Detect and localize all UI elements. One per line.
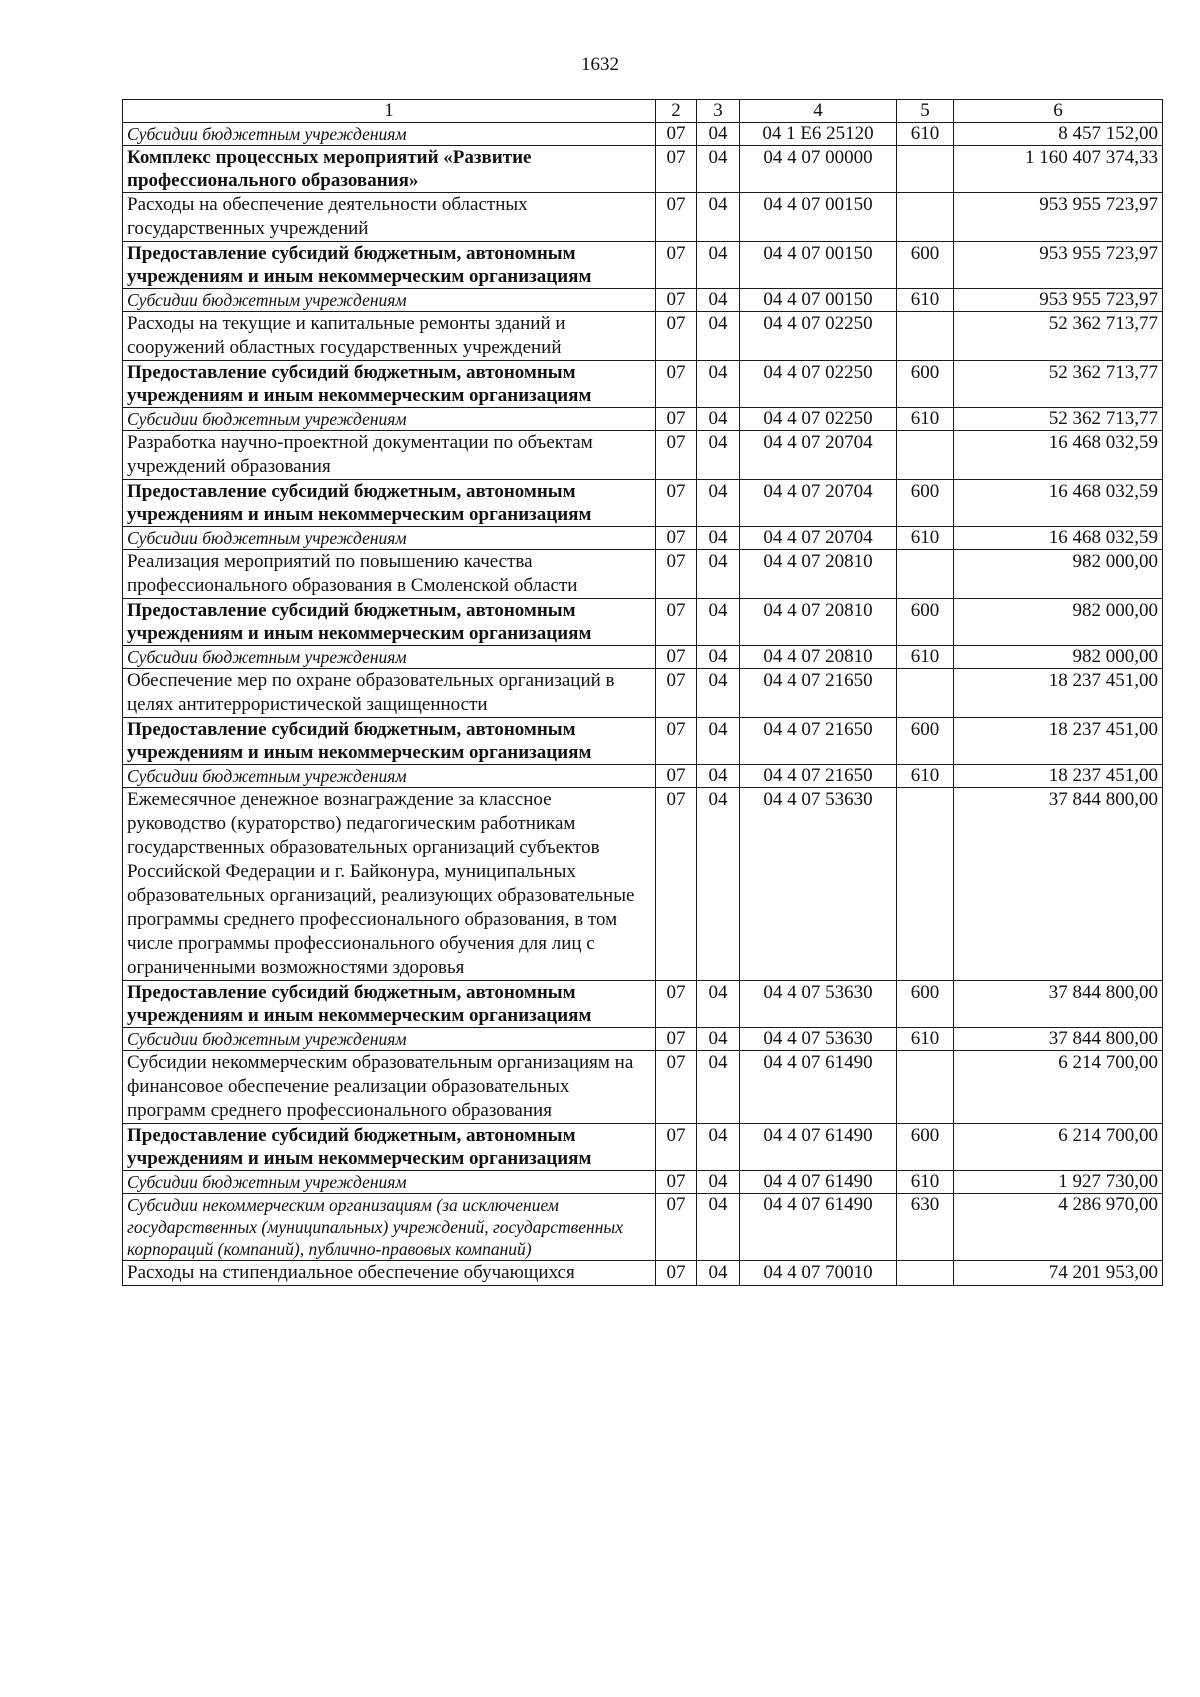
section-cell: 07 [656,1124,697,1171]
subsection-cell: 04 [697,312,740,361]
target-code-cell: 04 4 07 02250 [740,408,897,431]
amount-cell: 953 955 723,97 [954,242,1163,289]
section-cell: 07 [656,146,697,193]
item-name-cell: Предоставление субсидий бюджетным, автономным учреждениям и иным некоммерческим организациям [123,361,656,408]
subsection-cell: 04 [697,1171,740,1194]
amount-cell: 52 362 713,77 [954,408,1163,431]
table-row [123,289,1163,312]
expense-type-cell: 610 [897,1171,954,1194]
subsection-cell: 04 [697,1051,740,1124]
section-cell: 07 [656,788,697,981]
target-code-cell: 04 4 07 53630 [740,1028,897,1051]
expense-type-cell: 630 [897,1194,954,1261]
table-row [123,193,1163,242]
header-cell: 6 [954,100,1163,123]
table-row [123,146,1163,193]
table-row [123,480,1163,527]
section-cell: 07 [656,1261,697,1286]
section-cell: 07 [656,1171,697,1194]
table-header-row [123,100,1163,123]
item-name-cell: Предоставление субсидий бюджетным, автономным учреждениям и иным некоммерческим организациям [123,599,656,646]
amount-cell: 18 237 451,00 [954,718,1163,765]
section-cell: 07 [656,765,697,788]
expense-type-cell: 610 [897,527,954,550]
table-row [123,788,1163,981]
section-cell: 07 [656,1194,697,1261]
subsection-cell: 04 [697,788,740,981]
table-row [123,765,1163,788]
amount-cell: 982 000,00 [954,550,1163,599]
subsection-cell: 04 [697,1028,740,1051]
expense-type-cell [897,788,954,981]
amount-cell: 16 468 032,59 [954,527,1163,550]
expense-type-cell [897,146,954,193]
amount-cell: 18 237 451,00 [954,765,1163,788]
table-body [123,123,1163,1286]
subsection-cell: 04 [697,361,740,408]
amount-cell: 52 362 713,77 [954,312,1163,361]
amount-cell: 1 160 407 374,33 [954,146,1163,193]
subsection-cell: 04 [697,1124,740,1171]
target-code-cell: 04 4 07 00000 [740,146,897,193]
amount-cell: 6 214 700,00 [954,1124,1163,1171]
subsection-cell: 04 [697,669,740,718]
target-code-cell: 04 4 07 61490 [740,1051,897,1124]
target-code-cell: 04 4 07 21650 [740,765,897,788]
item-name-cell: Субсидии бюджетным учреждениям [123,527,656,550]
target-code-cell: 04 4 07 02250 [740,361,897,408]
expense-type-cell: 600 [897,480,954,527]
expense-type-cell: 610 [897,1028,954,1051]
amount-cell: 953 955 723,97 [954,289,1163,312]
item-name-cell: Субсидии бюджетным учреждениям [123,408,656,431]
target-code-cell: 04 4 07 20704 [740,527,897,550]
amount-cell: 37 844 800,00 [954,981,1163,1028]
target-code-cell: 04 1 Е6 25120 [740,123,897,146]
target-code-cell: 04 4 07 20810 [740,550,897,599]
item-name-cell: Обеспечение мер по охране образовательных организаций в целях антитеррористической защищенности [123,669,656,718]
expense-type-cell: 600 [897,1124,954,1171]
amount-cell: 4 286 970,00 [954,1194,1163,1261]
table-row [123,408,1163,431]
item-name-cell: Субсидии бюджетным учреждениям [123,1171,656,1194]
table-row [123,1028,1163,1051]
item-name-cell: Предоставление субсидий бюджетным, автономным учреждениям и иным некоммерческим организациям [123,1124,656,1171]
subsection-cell: 04 [697,123,740,146]
amount-cell: 37 844 800,00 [954,1028,1163,1051]
subsection-cell: 04 [697,408,740,431]
header-cell: 2 [656,100,697,123]
expense-type-cell: 600 [897,242,954,289]
item-name-cell: Предоставление субсидий бюджетным, автономным учреждениям и иным некоммерческим организациям [123,981,656,1028]
section-cell: 07 [656,361,697,408]
section-cell: 07 [656,480,697,527]
item-name-cell: Субсидии бюджетным учреждениям [123,123,656,146]
page-number: 1632 [581,54,619,75]
expense-type-cell [897,431,954,480]
amount-cell: 74 201 953,00 [954,1261,1163,1286]
item-name-cell: Расходы на обеспечение деятельности областных государственных учреждений [123,193,656,242]
expense-type-cell: 600 [897,718,954,765]
item-name-cell: Субсидии бюджетным учреждениям [123,1028,656,1051]
item-name-cell: Субсидии некоммерческим образовательным организациям на финансовое обеспечение реализации образовательных программ среднего профессионального образования [123,1051,656,1124]
target-code-cell: 04 4 07 00150 [740,242,897,289]
section-cell: 07 [656,1028,697,1051]
amount-cell: 982 000,00 [954,646,1163,669]
section-cell: 07 [656,312,697,361]
amount-cell: 18 237 451,00 [954,669,1163,718]
item-name-cell: Субсидии бюджетным учреждениям [123,289,656,312]
subsection-cell: 04 [697,718,740,765]
item-name-cell: Предоставление субсидий бюджетным, автономным учреждениям и иным некоммерческим организациям [123,718,656,765]
target-code-cell: 04 4 07 61490 [740,1124,897,1171]
table-row [123,1124,1163,1171]
item-name-cell: Предоставление субсидий бюджетным, автономным учреждениям и иным некоммерческим организациям [123,480,656,527]
table-row [123,1051,1163,1124]
table-row [123,981,1163,1028]
item-name-cell: Разработка научно-проектной документации по объектам учреждений образования [123,431,656,480]
table-row [123,646,1163,669]
section-cell: 07 [656,981,697,1028]
section-cell: 07 [656,646,697,669]
table-row [123,123,1163,146]
subsection-cell: 04 [697,981,740,1028]
section-cell: 07 [656,123,697,146]
amount-cell: 1 927 730,00 [954,1171,1163,1194]
item-name-cell: Комплекс процессных мероприятий «Развитие профессионального образования» [123,146,656,193]
table-row [123,431,1163,480]
section-cell: 07 [656,242,697,289]
amount-cell: 16 468 032,59 [954,431,1163,480]
subsection-cell: 04 [697,289,740,312]
table-row [123,550,1163,599]
table-row [123,718,1163,765]
item-name-cell: Субсидии бюджетным учреждениям [123,765,656,788]
target-code-cell: 04 4 07 70010 [740,1261,897,1286]
item-name-cell: Расходы на текущие и капитальные ремонты зданий и сооружений областных государственных учреждений [123,312,656,361]
target-code-cell: 04 4 07 21650 [740,669,897,718]
expense-type-cell [897,669,954,718]
table-row [123,361,1163,408]
item-name-cell: Ежемесячное денежное вознаграждение за классное руководство (кураторство) педагогическим работникам государственных образовательных организаций субъектов Российской Федерации и г. Байконура, муниципальных образовательных организаций, реализующих образовательные программы среднего профессионального образования, в том числе программы профессионального обучения для лиц с ограниченными возможностями здоровья [123,788,656,981]
amount-cell: 953 955 723,97 [954,193,1163,242]
expense-type-cell: 610 [897,289,954,312]
target-code-cell: 04 4 07 61490 [740,1171,897,1194]
subsection-cell: 04 [697,1194,740,1261]
section-cell: 07 [656,550,697,599]
expense-type-cell: 600 [897,599,954,646]
subsection-cell: 04 [697,480,740,527]
table-row [123,527,1163,550]
subsection-cell: 04 [697,431,740,480]
target-code-cell: 04 4 07 20810 [740,599,897,646]
header-cell: 5 [897,100,954,123]
target-code-cell: 04 4 07 53630 [740,981,897,1028]
amount-cell: 982 000,00 [954,599,1163,646]
target-code-cell: 04 4 07 20704 [740,480,897,527]
subsection-cell: 04 [697,765,740,788]
item-name-cell: Предоставление субсидий бюджетным, автономным учреждениям и иным некоммерческим организациям [123,242,656,289]
item-name-cell: Субсидии бюджетным учреждениям [123,646,656,669]
section-cell: 07 [656,669,697,718]
target-code-cell: 04 4 07 61490 [740,1194,897,1261]
table-row [123,312,1163,361]
section-cell: 07 [656,431,697,480]
header-cell: 4 [740,100,897,123]
subsection-cell: 04 [697,646,740,669]
header-cell: 3 [697,100,740,123]
target-code-cell: 04 4 07 21650 [740,718,897,765]
target-code-cell: 04 4 07 00150 [740,193,897,242]
section-cell: 07 [656,408,697,431]
target-code-cell: 04 4 07 20810 [740,646,897,669]
section-cell: 07 [656,599,697,646]
expense-type-cell: 610 [897,765,954,788]
subsection-cell: 04 [697,193,740,242]
subsection-cell: 04 [697,599,740,646]
table-row [123,1171,1163,1194]
amount-cell: 6 214 700,00 [954,1051,1163,1124]
target-code-cell: 04 4 07 20704 [740,431,897,480]
item-name-cell: Реализация мероприятий по повышению качества профессионального образования в Смоленской области [123,550,656,599]
table-row [123,669,1163,718]
target-code-cell: 04 4 07 00150 [740,289,897,312]
target-code-cell: 04 4 07 53630 [740,788,897,981]
item-name-cell: Расходы на стипендиальное обеспечение обучающихся [123,1261,656,1286]
section-cell: 07 [656,718,697,765]
subsection-cell: 04 [697,550,740,599]
amount-cell: 52 362 713,77 [954,361,1163,408]
header-cell: 1 [123,100,656,123]
expense-type-cell: 610 [897,646,954,669]
expense-type-cell [897,1261,954,1286]
expense-type-cell: 610 [897,408,954,431]
table-row [123,1194,1163,1261]
expense-type-cell [897,193,954,242]
subsection-cell: 04 [697,527,740,550]
table-row [123,1261,1163,1286]
item-name-cell: Субсидии некоммерческим организациям (за исключением государственных (муниципальных) учреждений, государственных корпораций (компаний), публично-правовых компаний) [123,1194,656,1261]
section-cell: 07 [656,289,697,312]
subsection-cell: 04 [697,146,740,193]
table-row [123,242,1163,289]
table-row [123,599,1163,646]
amount-cell: 37 844 800,00 [954,788,1163,981]
expense-type-cell: 600 [897,981,954,1028]
expense-type-cell [897,1051,954,1124]
amount-cell: 16 468 032,59 [954,480,1163,527]
expense-type-cell: 600 [897,361,954,408]
subsection-cell: 04 [697,1261,740,1286]
section-cell: 07 [656,193,697,242]
expense-type-cell [897,550,954,599]
expense-type-cell: 610 [897,123,954,146]
expense-type-cell [897,312,954,361]
amount-cell: 8 457 152,00 [954,123,1163,146]
section-cell: 07 [656,1051,697,1124]
section-cell: 07 [656,527,697,550]
budget-table [122,99,1163,1286]
target-code-cell: 04 4 07 02250 [740,312,897,361]
subsection-cell: 04 [697,242,740,289]
